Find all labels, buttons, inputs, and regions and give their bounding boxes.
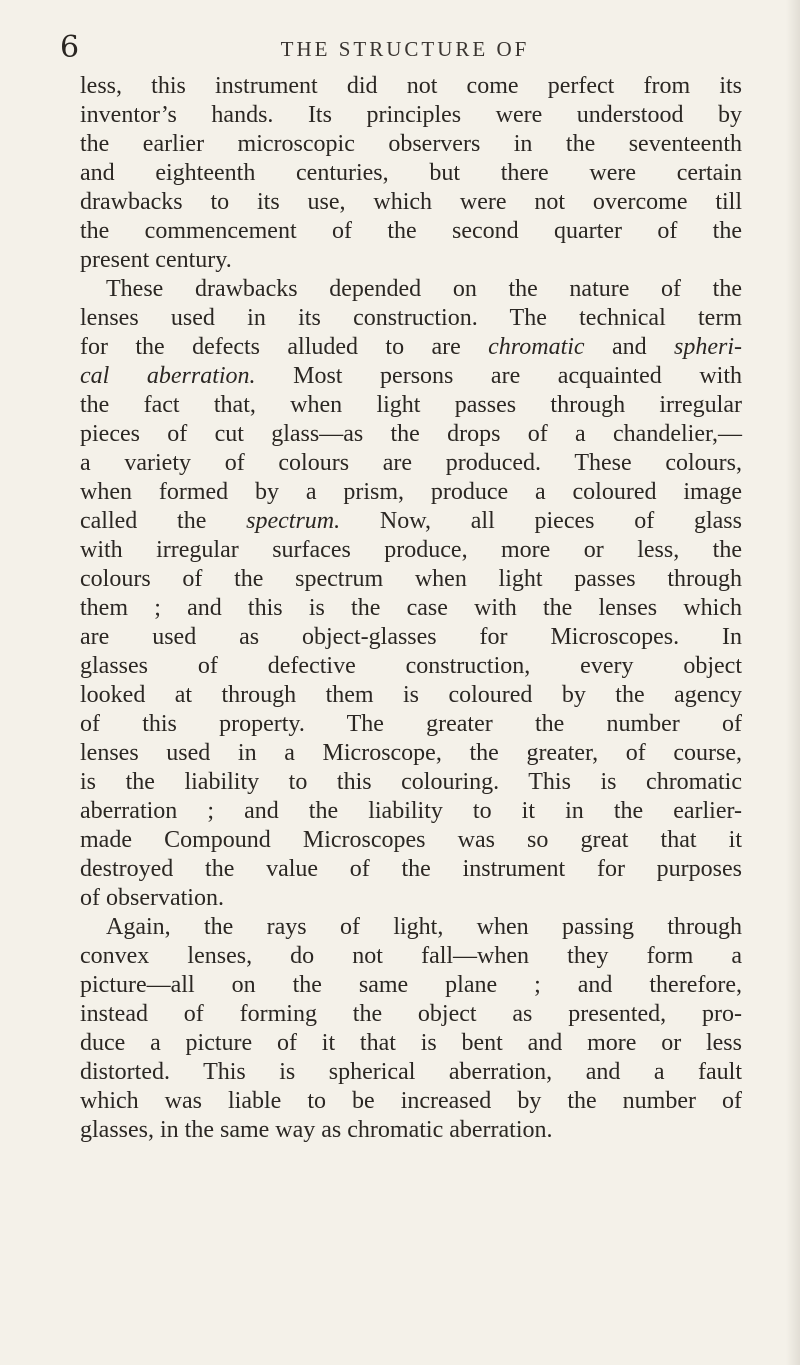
text-line: aberration ; and the liability to it in the earlier- [80,798,742,824]
text-line: called the spectrum. Now, all pieces of glass [80,508,742,534]
text-line: lenses used in its construction. The technical term [80,305,742,331]
text-line: colours of the spectrum when light passes through [80,566,742,592]
page-header [60,30,750,66]
text-line: lenses used in a Microscope, the greater, of course, [80,740,742,766]
text-line: a variety of colours are produced. These colours, [80,450,742,476]
text-line: for the defects alluded to are chromatic and spheri- [80,334,742,360]
text-line: is the liability to this colouring. This is chromatic [80,769,742,795]
text-line: drawbacks to its use, which were not overcome till [80,189,742,215]
text-line: glasses of defective construction, every object [80,653,742,679]
text-line: of observation. [80,885,224,911]
text-line: less, this instrument did not come perfect from its [80,73,742,99]
text-line: glasses, in the same way as chromatic aberration. [80,1117,553,1143]
text-line: distorted. This is spherical aberration, and a fault [80,1059,742,1085]
text-line: looked at through them is coloured by the agency [80,682,742,708]
text-line: These drawbacks depended on the nature of the [106,276,742,302]
text-line: which was liable to be increased by the number of [80,1088,742,1114]
text-line: picture—all on the same plane ; and therefore, [80,972,742,998]
text-line: pieces of cut glass—as the drops of a chandelier,— [80,421,742,447]
text-line: when formed by a prism, produce a coloured image [80,479,742,505]
text-line: convex lenses, do not fall—when they form a [80,943,742,969]
text-line: with irregular surfaces produce, more or less, the [80,537,742,563]
text-line: the fact that, when light passes through irregular [80,392,742,418]
text-line: are used as object-glasses for Microscopes. In [80,624,742,650]
page-number: 6 [60,30,80,65]
body-text [80,72,742,1145]
text-line: and eighteenth centuries, but there were certain [80,160,742,186]
text-line: made Compound Microscopes was so great that it [80,827,742,853]
text-line: them ; and this is the case with the lenses which [80,595,742,621]
text-line: present century. [80,247,232,273]
running-head: THE STRUCTURE OF [280,37,530,61]
text-line: Again, the rays of light, when passing through [106,914,742,940]
text-line: instead of forming the object as presented, pro- [80,1001,742,1027]
text-line: the earlier microscopic observers in the seventeenth [80,131,742,157]
text-line: inventor’s hands. Its principles were understood by [80,102,742,128]
page-edge-shadow [786,0,800,1365]
text-line: of this property. The greater the number of [80,711,742,737]
text-line: cal aberration. Most persons are acquainted with [80,363,742,389]
text-line: destroyed the value of the instrument for purposes [80,856,742,882]
text-line: the commencement of the second quarter of the [80,218,742,244]
text-line: duce a picture of it that is bent and more or less [80,1030,742,1056]
